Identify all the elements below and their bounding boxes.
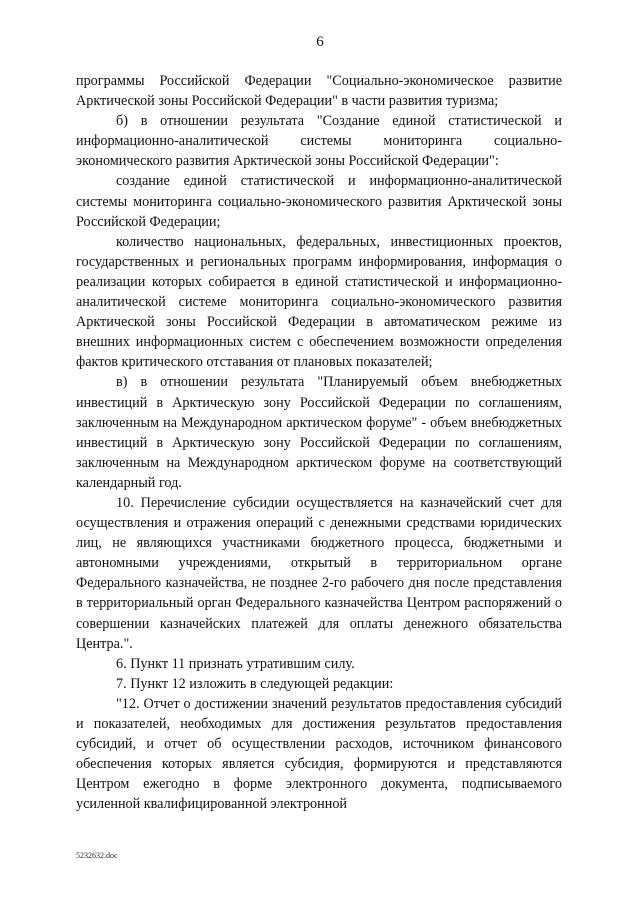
paragraph-point-12: "12. Отчет о достижении значений результатов предоставления субсидий и показателей, необходимых для достижения результатов предоставления субсидий, и отчет об осуществлении расходов, источником финансового обеспечения которых является субсидия, формируются и представляются Центром ежегодно в форме электронного документа, подписываемого усиленной квалифицированной электронной [76, 695, 562, 813]
paragraph-item-6: 6. Пункт 11 признать утратившим силу. [116, 655, 355, 672]
document-body [76, 71, 562, 814]
paragraph-indicator-system: создание единой статистической и информационно-аналитической системы мониторинга социально-экономического развития Арктической зоны Российской Федерации; [76, 173, 562, 230]
file-code: 5232632.doc [76, 851, 118, 860]
paragraph-indicator-projects: количество национальных, федеральных, инвестиционных проектов, государственных и региональных программ информирования, информация о реализации которых собирается в единой статистической и информационно-аналитической системе мониторинга социально-экономического развития Арктической зоны Российской Федерации в автоматическом режиме из внешних информационных систем с обеспечением возможности определения фактов критического отставания от плановых показателей; [76, 233, 562, 371]
paragraph-item-v: в) в отношении результата "Планируемый объем внебюджетных инвестиций в Арктическую зону Российской Федерации по соглашениям, заключенным на Международном арктическом форуме" - объем внебюджетных инвестиций в Арктическую зону Российской Федерации по соглашениям, заключенным на Международном арктическом форуме на соответствующий календарный год. [76, 374, 562, 491]
paragraph-continuation: программы Российской Федерации "Социально-экономическое развитие Арктической зоны Российской Федерации" в части развития туризма; [76, 73, 562, 110]
paragraph-item-b: б) в отношении результата "Создание единой статистической и информационно-аналитической системы мониторинга социально-экономического развития Арктической зоны Российской Федерации": [76, 113, 562, 170]
paragraph-point-10: 10. Перечисление субсидии осуществляется на казначейский счет для осуществления и отражения операций с денежными средствами юридических лиц, не являющихся участниками бюджетного процесса, бюджетными и автономными учреждениями, открытый в территориальном органе Федерального казначейства, не позднее 2-го рабочего дня после представления в территориальный орган Федерального казначейства Центром распоряжений о совершении казначейских платежей для оплаты денежного обязательства Центра.". [76, 494, 562, 652]
page-number: 6 [316, 34, 324, 50]
paragraph-item-7: 7. Пункт 12 изложить в следующей редакции: [116, 675, 394, 692]
